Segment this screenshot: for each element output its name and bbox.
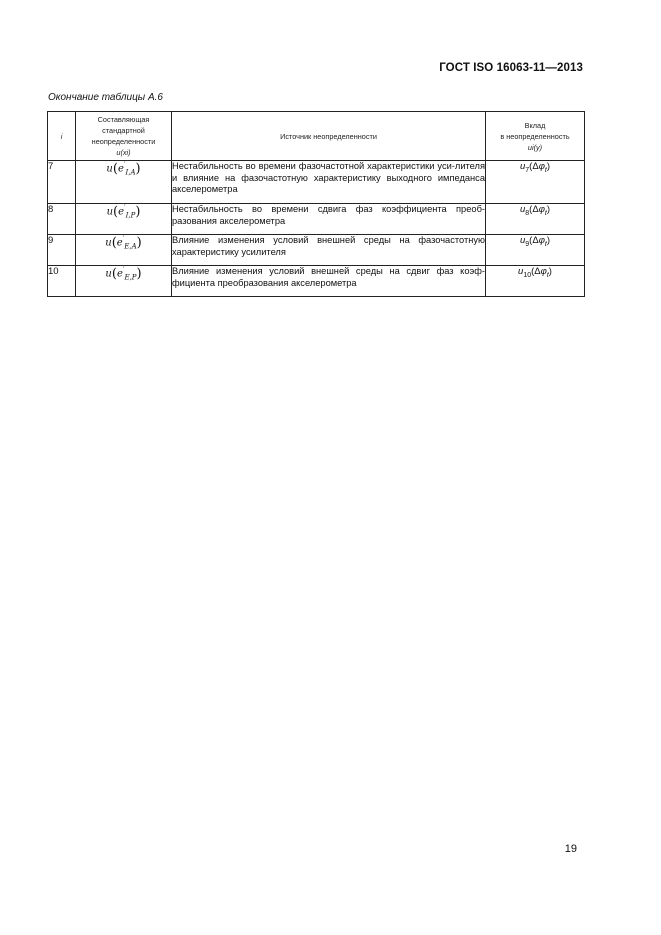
row-component — [76, 235, 172, 266]
table-row — [48, 204, 585, 235]
row-index: 7 — [48, 161, 76, 204]
component-expression: $u(e'_{I,P})$ — [106, 204, 141, 220]
header-component-line: Составляющая — [97, 115, 150, 124]
row-source: Нестабильность во времени фазочастотной характеристики уси-лителя и влияние на фазочастотную характеристику выходного импеданса акселерометра — [172, 161, 486, 204]
row-contribution — [486, 235, 585, 266]
header-component-line: стандартной — [102, 126, 145, 135]
uncertainty-table — [47, 111, 585, 297]
header-contribution-line: Вклад — [524, 120, 546, 130]
table-header-row — [48, 112, 585, 161]
table-row — [48, 161, 585, 204]
row-component — [76, 161, 172, 204]
contribution-expression: $u_9(\Delta\varphi_t)$ — [519, 235, 551, 248]
row-contribution — [486, 266, 585, 297]
contribution-expression: $u_8(\Delta\varphi_t)$ — [519, 204, 551, 217]
component-expression: $u(e'_{E,A})$ — [105, 235, 142, 251]
header-component-line: u(xi) — [116, 148, 131, 157]
table-caption: Окончание таблицы А.6 — [48, 92, 163, 103]
header-source: Источник неопределенности — [172, 112, 486, 161]
contribution-expression: $u_{10}(\Delta\varphi_t)$ — [518, 266, 552, 279]
header-contribution — [486, 112, 585, 161]
row-source: Влияние изменения условий внешней среды на фазочастотную характеристику усилителя — [172, 235, 486, 266]
row-contribution — [486, 204, 585, 235]
row-source: Влияние изменения условий внешней среды на сдвиг фаз коэф-фициента преобразования акселерометра — [172, 266, 486, 297]
header-component — [76, 112, 172, 161]
header-component-line: неопределенности — [91, 137, 156, 146]
table-row — [48, 266, 585, 297]
row-component — [76, 204, 172, 235]
header-contribution-line: ui(y) — [527, 142, 543, 152]
component-expression: $u(e'_{E,P})$ — [105, 266, 142, 282]
contribution-expression: $u_7(\Delta\varphi_t)$ — [519, 161, 551, 174]
row-index: 10 — [48, 266, 76, 297]
row-index: 8 — [48, 204, 76, 235]
document-code: ГОСТ ISO 16063-11—2013 — [439, 62, 583, 74]
component-expression: $u(e'_{I,A})$ — [106, 161, 141, 177]
row-index: 9 — [48, 235, 76, 266]
page-number: 19 — [564, 843, 577, 855]
header-contribution-line: в неопределенность — [500, 131, 570, 141]
header-index: i — [48, 112, 76, 161]
table-row — [48, 235, 585, 266]
row-component — [76, 266, 172, 297]
row-source: Нестабильность во времени сдвига фаз коэффициента преоб-разования акселерометра — [172, 204, 486, 235]
row-contribution — [486, 161, 585, 204]
